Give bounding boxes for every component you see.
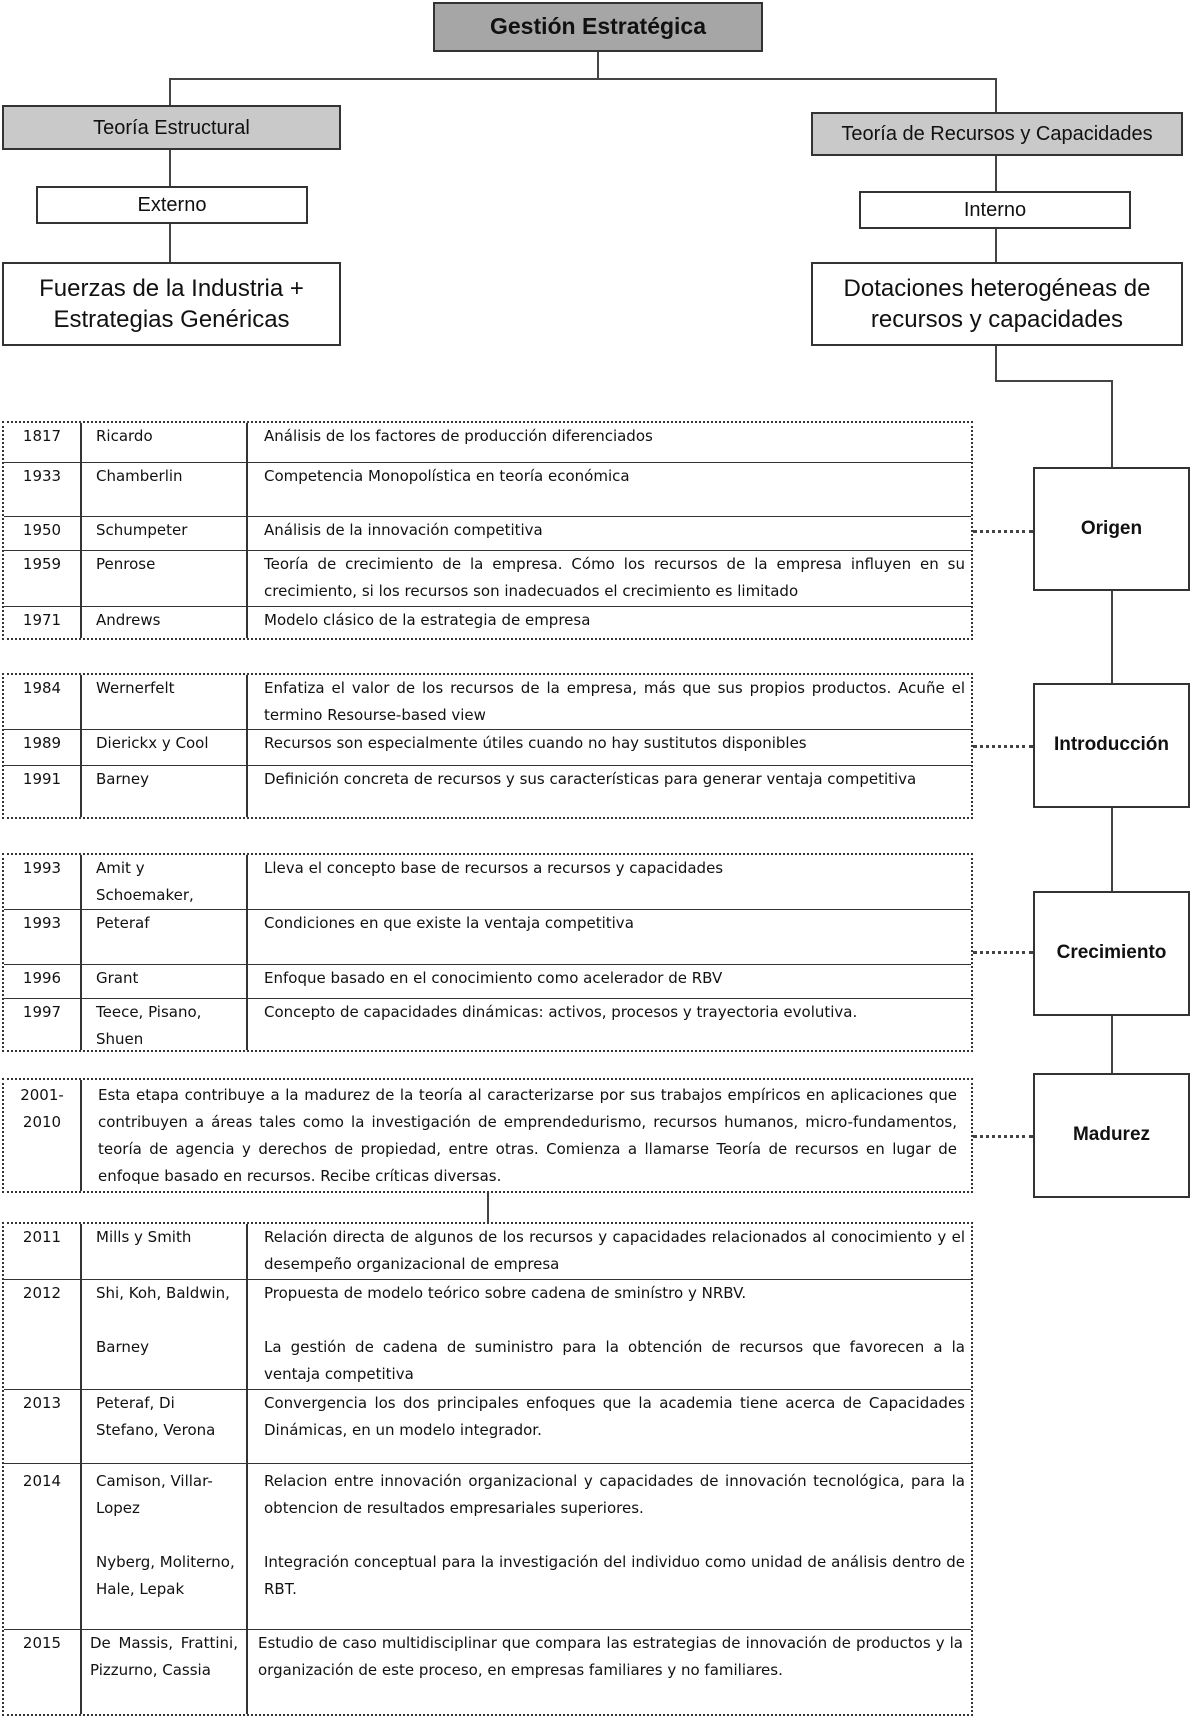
- table-row: [4, 675, 971, 730]
- description-cell: Estudio de caso multidisciplinar que compara las estrategias de innovación de productos y la organización de este proceso, en empresas familiares y no familiares.: [258, 1634, 963, 1679]
- year-cell: 2014: [4, 1464, 82, 1629]
- table-row: [4, 730, 971, 766]
- madurez-table: [2, 1222, 973, 1716]
- connector-dotted: [973, 1135, 1033, 1138]
- crecimiento-table: [2, 853, 973, 1052]
- connector-dotted: [973, 530, 1033, 533]
- year-cell: 2013: [4, 1390, 82, 1463]
- author-cell: Wernerfelt: [82, 675, 248, 729]
- stage-origen: Origen: [1033, 467, 1190, 591]
- author-cell: Grant: [82, 965, 248, 998]
- year-cell: 2015: [4, 1630, 82, 1714]
- table-row: [4, 423, 971, 463]
- connector: [1111, 380, 1113, 468]
- description-cell: Teoría de crecimiento de la empresa. Cómo los recursos de la empresa influyen en su crecimiento, si los recursos son inadecuados el crecimiento es limitado: [264, 555, 965, 600]
- heterogeneous-resources-box: Dotaciones heterogéneas de recursos y capacidades: [811, 262, 1183, 346]
- year-cell: 1993: [4, 855, 82, 909]
- external-box: Externo: [36, 186, 308, 224]
- year-cell: 1933: [4, 463, 82, 516]
- author-cell: Barney: [82, 766, 248, 817]
- table-row: [4, 1630, 971, 1714]
- stage-introduccion: Introducción: [1033, 683, 1190, 808]
- table-row: [4, 766, 971, 817]
- connector: [995, 380, 1113, 382]
- table-row: [4, 965, 971, 999]
- year-cell: 2001-2010: [4, 1080, 82, 1191]
- connector: [169, 78, 171, 105]
- connector-dotted: [973, 745, 1033, 748]
- author-cell: Amit y Schoemaker,: [82, 855, 248, 909]
- description-cell: Relación directa de algunos de los recursos y capacidades relacionados al conocimiento y el desempeño organizacional de empresa: [264, 1228, 965, 1273]
- author-cell: Schumpeter: [82, 517, 248, 550]
- author-cell: Peteraf: [82, 910, 248, 964]
- year-cell: 2011: [4, 1224, 82, 1279]
- stage-crecimiento: Crecimiento: [1033, 891, 1190, 1016]
- year-cell: 1996: [4, 965, 82, 998]
- year-cell: 1984: [4, 675, 82, 729]
- table-row: [4, 1390, 971, 1464]
- author-line: Barney: [96, 1338, 149, 1356]
- author-line: Camison, Villar-Lopez: [96, 1472, 213, 1517]
- author-cell: Penrose: [82, 551, 248, 606]
- table-row: [4, 551, 971, 607]
- connector: [995, 78, 997, 112]
- description-line: Relacion entre innovación organizacional y capacidades de innovación tecnológica, para la obtencion de resultados empresariales superiores.: [264, 1472, 965, 1517]
- author-cell: Dierickx y Cool: [82, 730, 248, 765]
- connector: [169, 78, 997, 80]
- author-cell: De Massis, Frattini, Pizzurno, Cassia: [82, 1630, 248, 1714]
- description-cell: Esta etapa contribuye a la madurez de la teoría al caracterizarse por sus trabajos empíricos en aplicaciones que contribuyen a áreas tales como la investigación de emprendedurismo, recursos humanos, micro-fundamentos, teoría de agencia y derechos de propiedad, entre otras. Comienza a llamarse Teoría de recursos en lugar de enfoque basado en recursos. Recibe críticas diversas.: [98, 1086, 957, 1185]
- table-row: [4, 999, 971, 1050]
- year-cell: 1991: [4, 766, 82, 817]
- root-title: Gestión Estratégica: [433, 2, 763, 52]
- connector: [1111, 808, 1113, 892]
- connector-dotted: [973, 951, 1033, 954]
- year-cell: 1971: [4, 607, 82, 638]
- table-row: [4, 1280, 971, 1390]
- author-cell: Chamberlin: [82, 463, 248, 516]
- resources-theory-box: Teoría de Recursos y Capacidades: [811, 112, 1183, 156]
- description-line: Integración conceptual para la investigación del individuo como unidad de análisis dentro de RBT.: [264, 1553, 965, 1598]
- year-cell: 1817: [4, 423, 82, 462]
- table-row: [4, 855, 971, 910]
- table-row: [4, 1464, 971, 1630]
- author-cell: Teece, Pisano, Shuen: [82, 999, 248, 1050]
- table-row: [4, 517, 971, 551]
- stage-madurez: Madurez: [1033, 1073, 1190, 1198]
- table-row: [4, 1224, 971, 1280]
- description-cell: Enfoque basado en el conocimiento como acelerador de RBV: [264, 969, 723, 987]
- description-cell: Concepto de capacidades dinámicas: activos, procesos y trayectoria evolutiva.: [264, 1003, 858, 1021]
- year-cell: 1959: [4, 551, 82, 606]
- description-cell: Convergencia los dos principales enfoques que la academia tiene acerca de Capacidades Dinámicas, en un modelo integrador.: [264, 1394, 965, 1439]
- structural-theory-box: Teoría Estructural: [2, 105, 341, 150]
- connector: [597, 52, 599, 79]
- introduccion-table: [2, 673, 973, 819]
- author-cell: Peteraf, Di Stefano, Verona: [82, 1390, 248, 1463]
- author-cell: Ricardo: [82, 423, 248, 462]
- description-cell: Análisis de los factores de producción diferenciados: [264, 427, 653, 445]
- connector: [1111, 1016, 1113, 1074]
- description-line: Propuesta de modelo teórico sobre cadena de sminístro y NRBV.: [264, 1284, 747, 1302]
- year-cell: 1997: [4, 999, 82, 1050]
- author-cell: Andrews: [82, 607, 248, 638]
- year-cell: 2012: [4, 1280, 82, 1389]
- industry-forces-box: Fuerzas de la Industria + Estrategias Genéricas: [2, 262, 341, 346]
- description-line: La gestión de cadena de suministro para la obtención de recursos que favorecen a la ventaja competitiva: [264, 1338, 965, 1383]
- description-cell: Competencia Monopolística en teoría económica: [264, 467, 630, 485]
- description-cell: Condiciones en que existe la ventaja competitiva: [264, 914, 634, 932]
- author-line: Shi, Koh, Baldwin,: [96, 1284, 230, 1302]
- description-cell: Lleva el concepto base de recursos a recursos y capacidades: [264, 859, 724, 877]
- year-cell: 1989: [4, 730, 82, 765]
- connector: [995, 229, 997, 263]
- madurez-summary: [2, 1078, 973, 1193]
- description-cell: Enfatiza el valor de los recursos de la empresa, más que sus propios productos. Acuñe el termino Resourse-based view: [264, 679, 965, 724]
- connector: [995, 156, 997, 191]
- connector: [169, 224, 171, 263]
- author-cell: Mills y Smith: [82, 1224, 248, 1279]
- description-cell: Modelo clásico de la estrategia de empresa: [264, 611, 591, 629]
- author-cell: [82, 1464, 248, 1629]
- connector: [487, 1193, 489, 1223]
- description-cell: Definición concreta de recursos y sus características para generar ventaja competitiva: [264, 770, 917, 788]
- internal-box: Interno: [859, 191, 1131, 229]
- origen-table: [2, 421, 973, 640]
- description-cell: Análisis de la innovación competitiva: [264, 521, 543, 539]
- connector: [1111, 591, 1113, 684]
- connector: [995, 346, 997, 381]
- year-cell: 1993: [4, 910, 82, 964]
- table-row: [4, 910, 971, 965]
- author-line: Nyberg, Moliterno, Hale, Lepak: [96, 1553, 235, 1598]
- description-cell: [248, 1464, 971, 1629]
- author-cell: [82, 1280, 248, 1389]
- description-cell: [248, 1280, 971, 1389]
- description-cell: Recursos son especialmente útiles cuando no hay sustitutos disponibles: [264, 734, 807, 752]
- connector: [169, 150, 171, 187]
- table-row: [4, 607, 971, 638]
- table-row: [4, 463, 971, 517]
- year-cell: 1950: [4, 517, 82, 550]
